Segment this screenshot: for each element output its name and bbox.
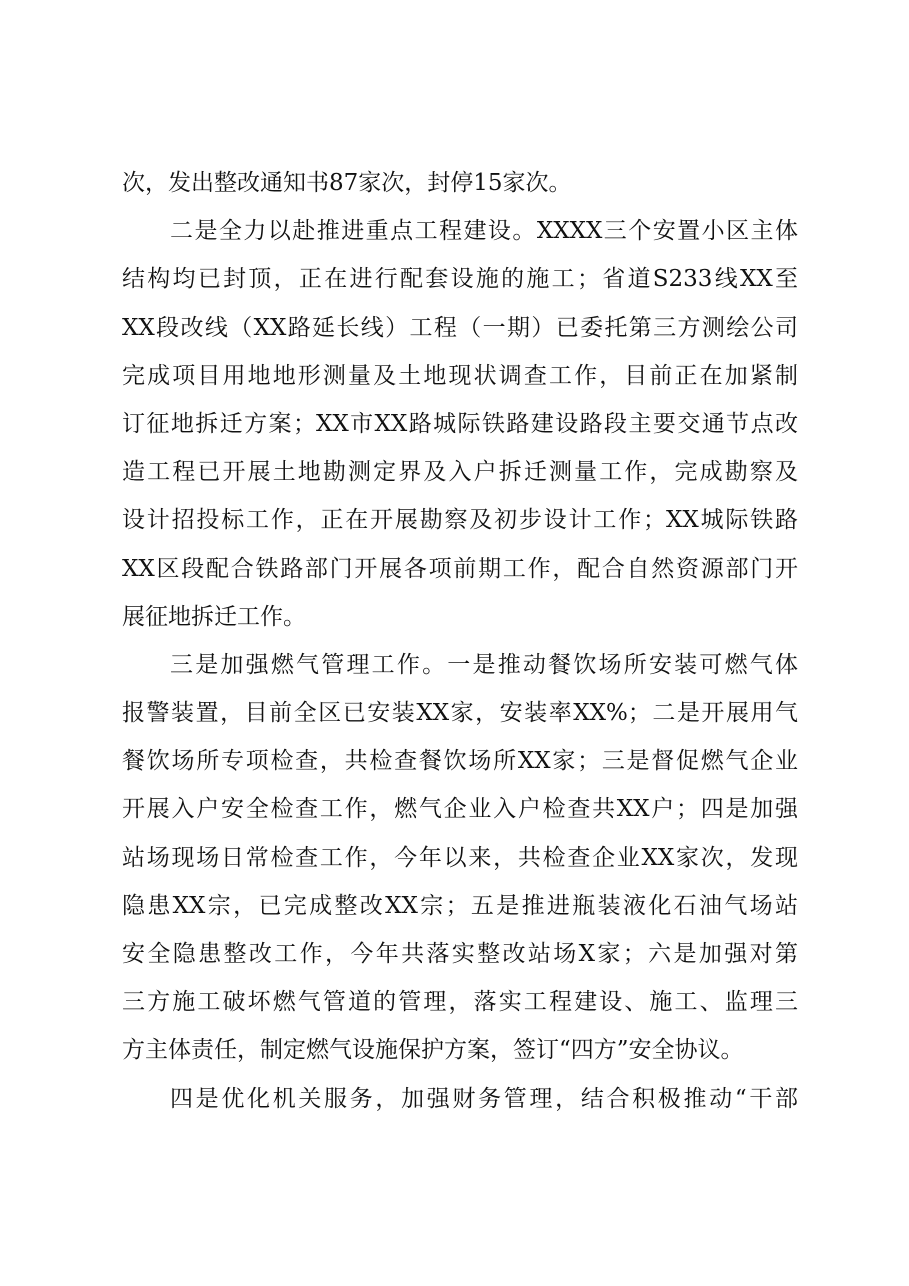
text-line: 设计招投标工作，正在开展勘察及初步设计工作；XX城际铁路 bbox=[122, 507, 798, 534]
text-line: XX区段配合铁路部门开展各项前期工作，配合自然资源部门开 bbox=[122, 555, 798, 582]
text-line: 三是加强燃气管理工作。一是推动餐饮场所安装可燃气体 bbox=[170, 651, 798, 678]
text-line: 四是优化机关服务，加强财务管理，结合积极推动“干部 bbox=[170, 1085, 798, 1112]
text-line: 报警装置，目前全区已安装XX家，安装率XX%；二是开展用气 bbox=[122, 700, 798, 727]
paragraph bbox=[122, 207, 798, 641]
text-line: 餐饮场所专项检查，共检查餐饮场所XX家；三是督促燃气企业 bbox=[122, 748, 798, 775]
paragraph bbox=[122, 1075, 798, 1123]
text-line: 二是全力以赴推进重点工程建设。XXXX三个安置小区主体 bbox=[170, 218, 798, 245]
text-line: 展征地拆迁工作。 bbox=[122, 603, 306, 630]
text-line: 隐患XX宗，已完成整改XX宗；五是推进瓶装液化石油气场站 bbox=[122, 892, 798, 919]
paragraph bbox=[122, 159, 798, 207]
text-line: 开展入户安全检查工作，燃气企业入户检查共XX户；四是加强 bbox=[122, 796, 798, 823]
text-line: 结构均已封顶，正在进行配套设施的施工；省道S233线XX至 bbox=[122, 266, 798, 293]
text-line: 站场现场日常检查工作，今年以来，共检查企业XX家次，发现 bbox=[122, 844, 798, 871]
paragraph bbox=[122, 641, 798, 1075]
text-line: 方主体责任，制定燃气设施保护方案，签订“四方”安全协议。 bbox=[122, 1037, 744, 1064]
text-line: 三方施工破坏燃气管道的管理，落实工程建设、施工、监理三 bbox=[122, 989, 798, 1016]
document-body bbox=[122, 159, 798, 1123]
text-line: 造工程已开展土地勘测定界及入户拆迁测量工作，完成勘察及 bbox=[122, 459, 798, 486]
text-line: 完成项目用地地形测量及土地现状调查工作，目前正在加紧制 bbox=[122, 362, 798, 389]
text-line: 次，发出整改通知书87家次，封停15家次。 bbox=[122, 170, 572, 196]
text-line: XX段改线（XX路延长线）工程（一期）已委托第三方测绘公司 bbox=[122, 314, 798, 341]
text-line: 订征地拆迁方案；XX市XX路城际铁路建设路段主要交通节点改 bbox=[122, 410, 798, 437]
text-line: 安全隐患整改工作，今年共落实整改站场X家；六是加强对第 bbox=[122, 941, 798, 967]
